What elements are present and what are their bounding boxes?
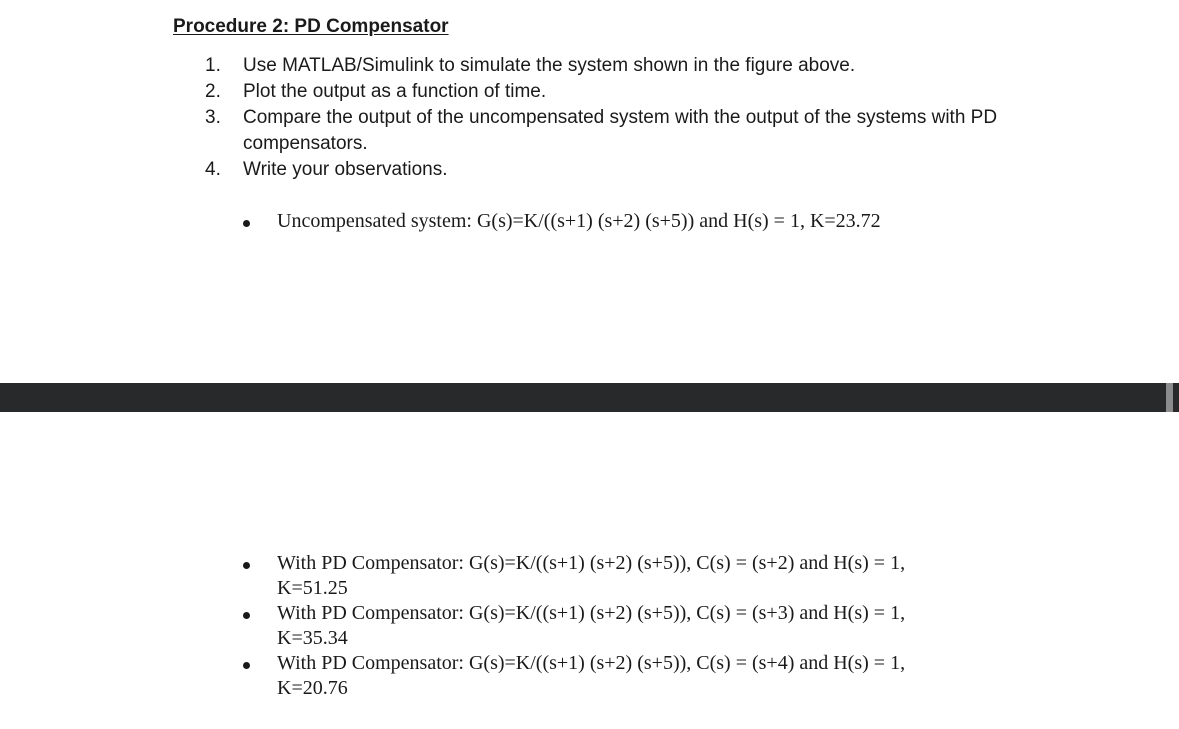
step-number: 3. [205, 107, 221, 128]
bullet-item [240, 651, 957, 701]
bullet-text: Uncompensated system: G(s)=K/((s+1) (s+2) (s+5)) and H(s) = 1, K=23.72 [277, 210, 881, 232]
step-number: 2. [205, 81, 221, 102]
step-number: 1. [205, 55, 221, 76]
step-text: Compare the output of the uncompensated system with the output of the systems with PD compensators. [243, 107, 998, 154]
bullet-dot-icon [240, 551, 277, 601]
procedure-steps [205, 53, 1003, 183]
cropped-formula-fragment [300, 0, 360, 2]
bullet-dot-icon [240, 651, 277, 701]
bullet-item [240, 209, 957, 234]
step-item [205, 79, 1003, 105]
step-number: 4. [205, 159, 221, 180]
step-item [205, 157, 1003, 183]
bullet-text: With PD Compensator: G(s)=K/((s+1) (s+2) (s+5)), C(s) = (s+3) and H(s) = 1, K=35.34 [277, 602, 906, 649]
step-text: Use MATLAB/Simulink to simulate the system shown in the figure above. [243, 55, 856, 76]
compensator-list [240, 551, 957, 701]
step-text: Plot the output as a function of time. [243, 81, 547, 102]
bullet-dot-icon [240, 209, 277, 234]
step-item [205, 53, 1003, 79]
step-item [205, 105, 1003, 157]
section-heading: Procedure 2: PD Compensator [173, 16, 449, 37]
bullet-item [240, 601, 957, 651]
bullet-dot-icon [240, 601, 277, 651]
bullet-text: With PD Compensator: G(s)=K/((s+1) (s+2) (s+5)), C(s) = (s+2) and H(s) = 1, K=51.25 [277, 552, 906, 599]
step-text: Write your observations. [243, 159, 448, 180]
uncompensated-list [240, 209, 957, 234]
bullet-text: With PD Compensator: G(s)=K/((s+1) (s+2) (s+5)), C(s) = (s+4) and H(s) = 1, K=20.76 [277, 652, 906, 699]
page-divider-bar [0, 383, 1179, 412]
scrollbar-thumb[interactable] [1166, 383, 1173, 412]
bullet-item [240, 551, 957, 601]
